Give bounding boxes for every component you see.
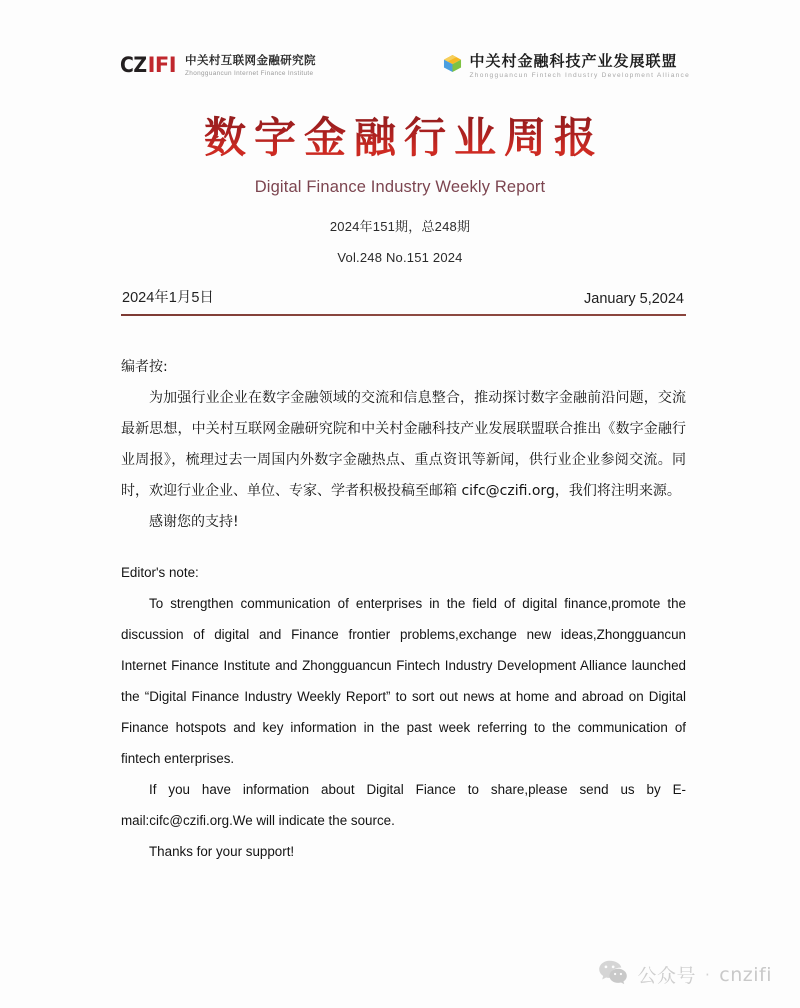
editor-note-paragraph1-en: To strengthen communication of enterprises in the field of digital finance,promote the discussion of digital and Finance frontier problems,exchange new ideas,Zhongguancun Internet Finance Institute and Zhongguancun Fintech Industry Development Alliance launched the “Digital Finance Industry Weekly Report” to sort out news at home and abroad on Digital Finance hotspots and key information in the past week referring to the communication of fintech enterprises. bbox=[121, 596, 686, 766]
date-row bbox=[122, 286, 684, 307]
czifi-wordmark-icon bbox=[120, 55, 176, 76]
issue-number-cn: 2024年151期，总248期 bbox=[329, 218, 471, 234]
editor-note-label-cn: 编者按: bbox=[121, 359, 168, 375]
alliance-name-cn: 中关村金融科技产业发展联盟 bbox=[469, 52, 678, 70]
date-cn: 2024年1月5日 bbox=[122, 290, 214, 306]
editor-note-thanks-en: Thanks for your support! bbox=[149, 844, 295, 859]
institute-logo bbox=[120, 55, 316, 77]
header-logo-bar bbox=[120, 46, 690, 86]
editor-note-english bbox=[121, 557, 686, 867]
editor-note-label-en: Editor's note: bbox=[121, 565, 199, 580]
institute-name-cn: 中关村互联网金融研究院 bbox=[185, 54, 316, 67]
date-en: January 5,2024 bbox=[584, 291, 684, 307]
institute-name-en: Zhongguancun Internet Finance Institute bbox=[185, 69, 314, 77]
editor-note-thanks-cn: 感谢您的支持! bbox=[149, 514, 239, 530]
header-divider bbox=[121, 314, 686, 316]
wechat-icon bbox=[598, 959, 628, 990]
czifi-wordmark-dark: CZ bbox=[120, 53, 147, 78]
editor-note-paragraph-cn: 为加强行业企业在数字金融领域的交流和信息整合，推动探讨数字金融前沿问题，交流最新思想，中关村互联网金融研究院和中关村金融科技产业发展联盟联合推出《数字金融行业周报》，梳理过去一周国内外数字金融热点、重点资讯等新闻，供行业企业参阅交流。同时，欢迎行业企业、单位、专家、学者积极投稿至邮箱 cifc@czifi.org，我们将注明来源。 bbox=[121, 390, 686, 499]
watermark-label-cn: 公众号 bbox=[637, 965, 696, 987]
watermark-account-name: cnzifi bbox=[719, 963, 772, 986]
page-title: 数字金融行业周报 bbox=[0, 112, 800, 165]
issue-number-en: Vol.248 No.151 2024 bbox=[337, 249, 463, 265]
watermark-separator: · bbox=[705, 965, 711, 984]
alliance-logo bbox=[442, 53, 690, 80]
editor-note-paragraph2-en: If you have information about Digital Fiance to share,please send us by E-mail:cifc@czifi.org.We will indicate the source. bbox=[121, 782, 686, 828]
wechat-watermark bbox=[598, 959, 772, 990]
page-subtitle: Digital Finance Industry Weekly Report bbox=[254, 177, 546, 196]
czifi-wordmark-red: IFI bbox=[147, 53, 177, 78]
editor-note-chinese bbox=[121, 352, 686, 538]
cube-icon bbox=[442, 53, 463, 79]
alliance-logo-text bbox=[470, 53, 690, 80]
title-block bbox=[0, 112, 800, 265]
alliance-name-en: Zhongguancun Fintech Industry Development Alliance bbox=[469, 71, 690, 79]
document-body bbox=[121, 352, 686, 867]
institute-logo-text bbox=[185, 55, 316, 77]
